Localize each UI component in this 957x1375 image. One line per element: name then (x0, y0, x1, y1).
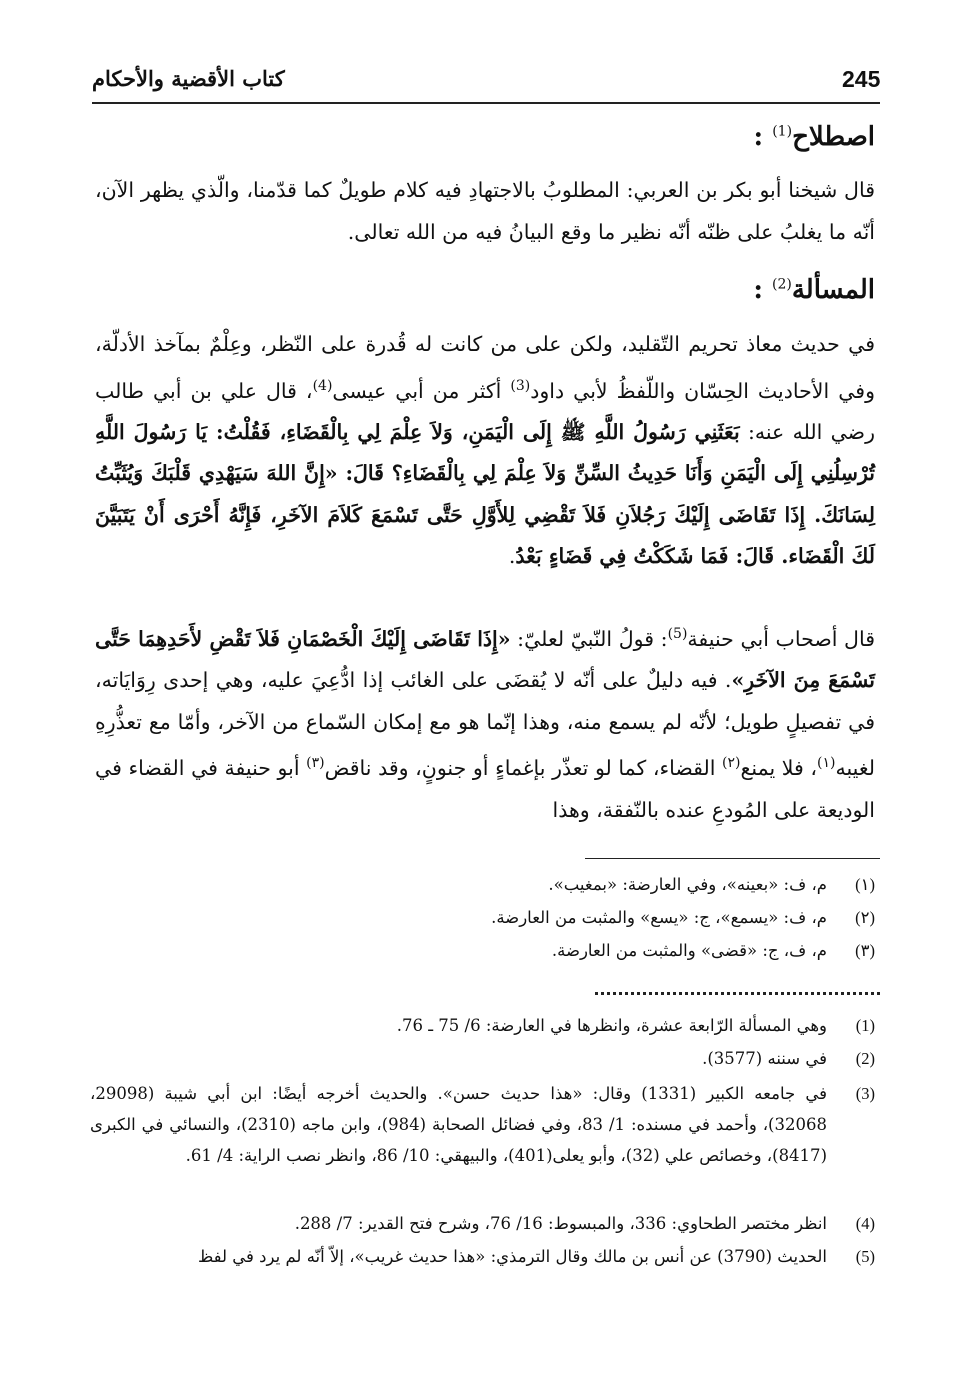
footnote (90, 1241, 875, 1272)
heading-text: اصطلاح (792, 122, 875, 152)
margin-note (90, 935, 875, 966)
page-header (92, 62, 880, 104)
note-number: (١) (855, 875, 875, 894)
footnote-text: في سننه (3577). (702, 1049, 827, 1068)
section-heading-masala (753, 275, 875, 305)
paragraph-abu-hanifa (95, 614, 875, 831)
footnote (90, 1078, 875, 1171)
footnote-text: انظر مختصر الطحاوي: 336، والمبسوط: 16/ 76، وشرح فتح القدير: 7/ 288. (294, 1214, 827, 1233)
footnote-text: وهي المسألة الرّابعة عشرة، وانظرها في العارضة: 6/ 75 ـ 76. (396, 1016, 827, 1035)
section-heading-istilah (754, 122, 875, 152)
text-run: في حديث معاذ تحريم التّقليد، ولكن على من كانت له قُدرة على النّظر، وعِلْمٌ بمآخذ الأدلّة، وفي الأحاديث الحِسّان واللّفظُ لأبي داود (95, 332, 876, 403)
footnote-number: (3) (855, 1084, 875, 1103)
footnote-ref: (5) (667, 626, 688, 642)
footnote-number: (5) (855, 1247, 875, 1266)
hadith-quote: «إِذَا تَقَاضَى إِلَيْكَ الْخَصْمَانِ فَلاَ تَقْضِ لأَحَدِهِمَا حَتَّى تَسْمَعَ مِنَ الآخَرِ» (95, 626, 875, 693)
running-title: كتاب الأقضية والأحكام (92, 66, 285, 91)
footnote-ref: (2) (771, 276, 792, 293)
margin-note (90, 869, 875, 900)
footnote-ref: (1) (772, 123, 793, 140)
text-run: ، فلا يمنع (740, 756, 818, 781)
note-text: م، ف، ج: «قضى» والمثبت من العارضة. (551, 941, 827, 960)
note-number: (٣) (855, 941, 875, 960)
footnote (90, 1010, 875, 1041)
text-run: . (508, 544, 516, 569)
footnote-number: (2) (855, 1049, 875, 1068)
text-run: قال أصحاب أبي حنيفة (687, 626, 875, 651)
note-number: (٢) (855, 908, 875, 927)
margin-note-ref: (١) (817, 755, 836, 772)
notes-divider (585, 858, 880, 859)
text-run: أبو حنيفة في القضاء في الوديعة على المُودعِ عنده بالنّفقة، وهذا (95, 756, 875, 822)
heading-text: المسألة (791, 275, 875, 305)
paragraph-muadh-hadith (95, 324, 875, 578)
footnote-text: في جامعه الكبير (1331) وقال: «هذا حديث حسن». والحديث أخرجه أيضًا: ابن أبي شيبة (29098، 32068)، وأحمد في مسنده: 1/ 83، وفي فضائل الصحابة (984)، وابن ماجه (2310)، والنسائي في الكبرى (8417)، وخصائص علي (32)، وأبو يعلى(401)، والبيهقي: 10/ 86، وانظر نصب الراية: 4/ 61. (90, 1084, 827, 1165)
margin-note (90, 902, 875, 933)
footnote-ref: (4) (312, 377, 333, 394)
footnote-number: (4) (855, 1214, 875, 1233)
text-run: . فيه دليلٌ على أنّه لا يُقضَى على الغائب إذا ادُّعِيَ عليه، وهي إحدى رِوَايَاته، في تفصيلٍ طويل؛ لأنّه لم يسمع منه، وهذا إنّما هو مع إمكان السّماع من الآخر، وأمّا مع تعذُّرِهِ لغيبه (95, 668, 875, 781)
text-run: ، قال علي بن أبي طالب رضي الله عنه: (95, 378, 875, 444)
footnote (90, 1043, 875, 1074)
hadith-quote: بَعَثَنِي رَسُولُ اللَّهِ ﷺ إِلَى الْيَمَنِ، وَلاَ عِلْمَ لِي بِالْقَضَاءِ، فَقُلْتُ: يَا رَسُولَ اللَّهِ تُرْسِلُنِي إِلَى الْيَمَنِ وَأَنَا حَدِيثُ السِّنِّ وَلاَ عِلْمَ لِي بِالْقَضَاءِ؟ قَالَ: «إِنَّ اللهَ سَيَهْدِي قَلْبَكَ وَيُثَبِّتُ لِسَانَكَ. إِذَا تَقَاضَى إِلَيْكَ رَجُلاَنِ فَلاَ تَقْضِي لِلأَوَّلِ حَتَّى تَسْمَعَ كَلاَمَ الآخَرِ، فَإِنَّهُ أَحْرَى أَنْ يَتَبَيَّنَ لَكَ الْقَضَاء. قَالَ: فَمَا شَكَكْتُ فِي قَضَاءٍ بَعْدُ (95, 419, 875, 569)
footnote-number: (1) (855, 1016, 875, 1035)
text-run: : قولُ النّبيّ لعليّ: (510, 626, 668, 651)
footnotes-divider (595, 992, 880, 995)
footnote (90, 1208, 875, 1239)
text-run: القضاء، كما لو تعذّر بإغماءٍ أو جنونٍ، وقد ناقض (324, 756, 723, 781)
paragraph-istilah: قال شيخنا أبو بكر بن العربي: المطلوبُ بالاجتهادِ فيه كلام طويلٌ كما قدّمنا، والّذي يظهر الآن، أنّه ما يغلبُ على ظنّه أنّه نظير ما وقع البيانُ فيه من الله تعالى. (95, 178, 875, 244)
text-run: أكثر من أبي عيسى (332, 378, 511, 403)
heading-colon: : (753, 275, 763, 305)
heading-colon: : (753, 122, 764, 152)
footnote-text: الحديث (3790) عن أنس بن مالك وقال الترمذي: «هذا حديث غريب»، إلاّ أنّه لم يرد في لفظ (197, 1247, 827, 1266)
note-text: م، ف: «يسمع»، ج: «يسع» والمثبت من العارضة. (491, 908, 827, 927)
margin-note-ref: (٢) (722, 755, 741, 772)
note-text: م، ف: «بعينه»، وفي العارضة: «بمغيب». (548, 875, 827, 894)
page-number: 245 (842, 66, 881, 92)
margin-note-ref: (٣) (306, 755, 325, 772)
footnote-ref: (3) (510, 377, 531, 394)
